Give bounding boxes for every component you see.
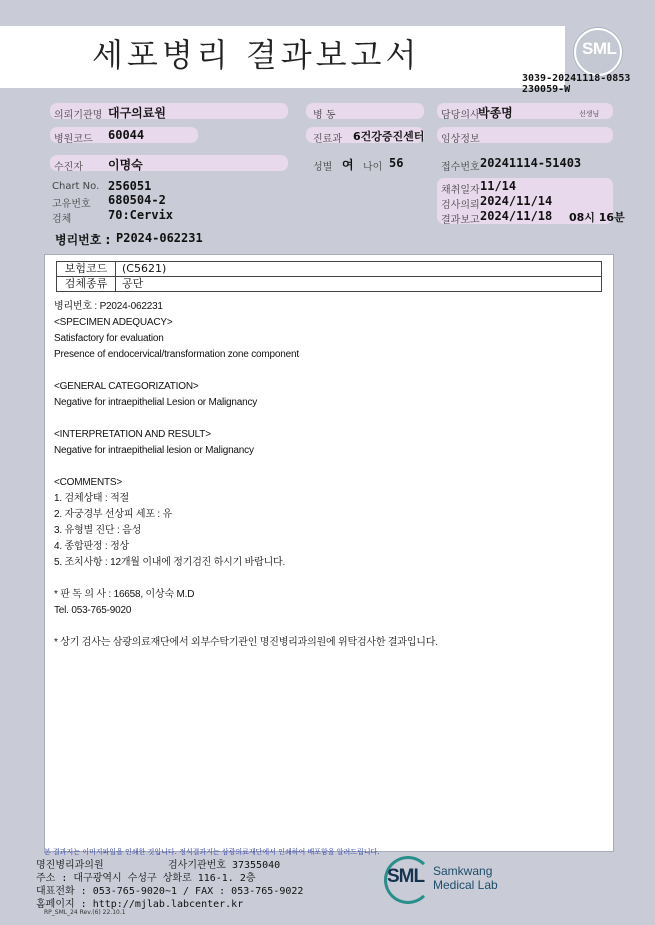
collect-label: 채취일자 — [441, 185, 480, 196]
report-line: 5. 조치사항 : 12개월 이내에 정기검진 하시기 바랍니다. — [54, 557, 286, 568]
report-line: Tel. 053-765-9020 — [54, 605, 132, 616]
code-key: 검체종류 — [57, 277, 116, 292]
path-no-label: 병리번호 : — [55, 233, 111, 247]
specimen-value: 70:Cervix — [108, 208, 174, 222]
dept-value: 6건강증진센터 — [353, 130, 425, 143]
institution-value: 대구의료원 — [108, 106, 166, 120]
report-line: Presence of endocervical/transformation zone component — [54, 349, 299, 360]
code-value: (C5621) — [116, 262, 602, 277]
doctor-suffix: 선생님 — [579, 110, 600, 118]
patient-value: 이명숙 — [108, 158, 143, 172]
unique-label: 고유번호 — [52, 199, 91, 210]
lab-address: 주소 : 대구광역시 수성구 상화로 116-1. 2층 — [36, 873, 256, 884]
age-label: 나이 — [363, 162, 383, 173]
report-line: <GENERAL CATEGORIZATION> — [54, 381, 199, 392]
report-body — [44, 254, 614, 852]
doctor-label: 담당의사 — [441, 110, 480, 121]
report-line: 3. 유형별 진단 : 음성 — [54, 525, 142, 536]
sex-value: 여 — [342, 158, 354, 172]
form-number: RP_SML_24 Rev.(6) 22.10.1 — [44, 909, 126, 916]
unique-value: 680504-2 — [108, 193, 166, 207]
doctor-value: 박종명 — [478, 106, 513, 120]
page-title: 세포병리 결과보고서 — [92, 36, 421, 74]
code-value: 공단 — [116, 277, 602, 292]
brand-line-1: Samkwang — [433, 864, 493, 878]
report-line: 2. 자궁경부 선상피 세포 : 유 — [54, 509, 173, 520]
report-line: <COMMENTS> — [54, 477, 123, 488]
institution-label: 의뢰기관명 — [54, 110, 103, 121]
lab-id: 검사기관번호 37355040 — [168, 860, 281, 871]
collect-value: 11/14 — [480, 179, 517, 193]
patient-row-bg — [50, 155, 288, 171]
report-line: 1. 검체상태 : 적절 — [54, 493, 130, 504]
lab-phone: 대표전화 : 053-765-9020~1 / FAX : 053-765-9022 — [36, 886, 304, 897]
patient-label: 수진자 — [54, 162, 83, 173]
report-line: 병리번호 : P2024-062231 — [54, 301, 163, 312]
request-value: 2024/11/14 — [480, 194, 553, 208]
report-line: 4. 종합판정 : 정상 — [54, 541, 130, 552]
sex-label: 성별 — [313, 162, 333, 173]
sml-logo-text: SML — [582, 39, 617, 58]
lab-name: 명진병리과의원 — [36, 860, 104, 871]
brand-line-2: Medical Lab — [433, 878, 498, 892]
report-line: <SPECIMEN ADEQUACY> — [54, 317, 173, 328]
report-line: * 판 독 의 사 : 16658, 이상숙 M.D — [54, 589, 195, 600]
report-line: Negative for intraepithelial Lesion or Malignancy — [54, 397, 258, 408]
age-value: 56 — [389, 156, 404, 170]
code-row — [57, 277, 602, 292]
code-key: 보험코드 — [57, 262, 116, 277]
report-line — [54, 411, 438, 427]
ward-label: 병 동 — [313, 110, 336, 121]
samkwang-logo-text: SML — [387, 866, 425, 887]
report-value: 2024/11/18 — [480, 209, 553, 223]
lab-homepage: 홈페이지 : http://mjlab.labcenter.kr — [36, 899, 244, 910]
report-label: 결과보고 — [441, 215, 480, 226]
clinical-info-label: 임상정보 — [441, 134, 480, 145]
report-line — [54, 619, 438, 635]
path-no-value: P2024-062231 — [116, 231, 203, 245]
specimen-label: 검체 — [52, 214, 72, 225]
report-line: * 상기 검사는 삼광의료재단에서 외부수탁기관인 명진병리과의원에 위탁검사한 결과입니다. — [54, 637, 438, 648]
footer-notice: 본 결과지는 이미지파일을 인쇄한 것입니다. 정식결과지는 삼광의료재단에서 인쇄하여 배포함을 알려드립니다. — [44, 848, 380, 856]
chart-value: 256051 — [108, 179, 152, 193]
receipt-value: 20241114-51403 — [480, 156, 582, 170]
chart-label: Chart No. — [52, 181, 100, 192]
report-time: 08시 16분 — [569, 211, 625, 224]
document-number: 3039-20241118-0853 — [522, 73, 631, 84]
samkwang-brand — [433, 864, 498, 892]
report-line: Negative for intraepithelial lesion or Malignancy — [54, 445, 254, 456]
report-line — [54, 363, 438, 379]
report-text — [54, 299, 438, 651]
hospital-code-label: 병원코드 — [54, 134, 93, 145]
report-line — [54, 571, 438, 587]
document-number-suffix: 230059-W — [522, 84, 571, 95]
report-line — [54, 459, 438, 475]
code-table — [56, 261, 602, 292]
code-row — [57, 262, 602, 277]
request-label: 검사의뢰 — [441, 200, 480, 211]
receipt-label: 접수번호 — [441, 162, 480, 173]
dept-label: 진료과 — [313, 134, 342, 145]
report-line: <INTERPRETATION AND RESULT> — [54, 429, 211, 440]
report-line: Satisfactory for evaluation — [54, 333, 164, 344]
hospital-code-value: 60044 — [108, 128, 145, 142]
